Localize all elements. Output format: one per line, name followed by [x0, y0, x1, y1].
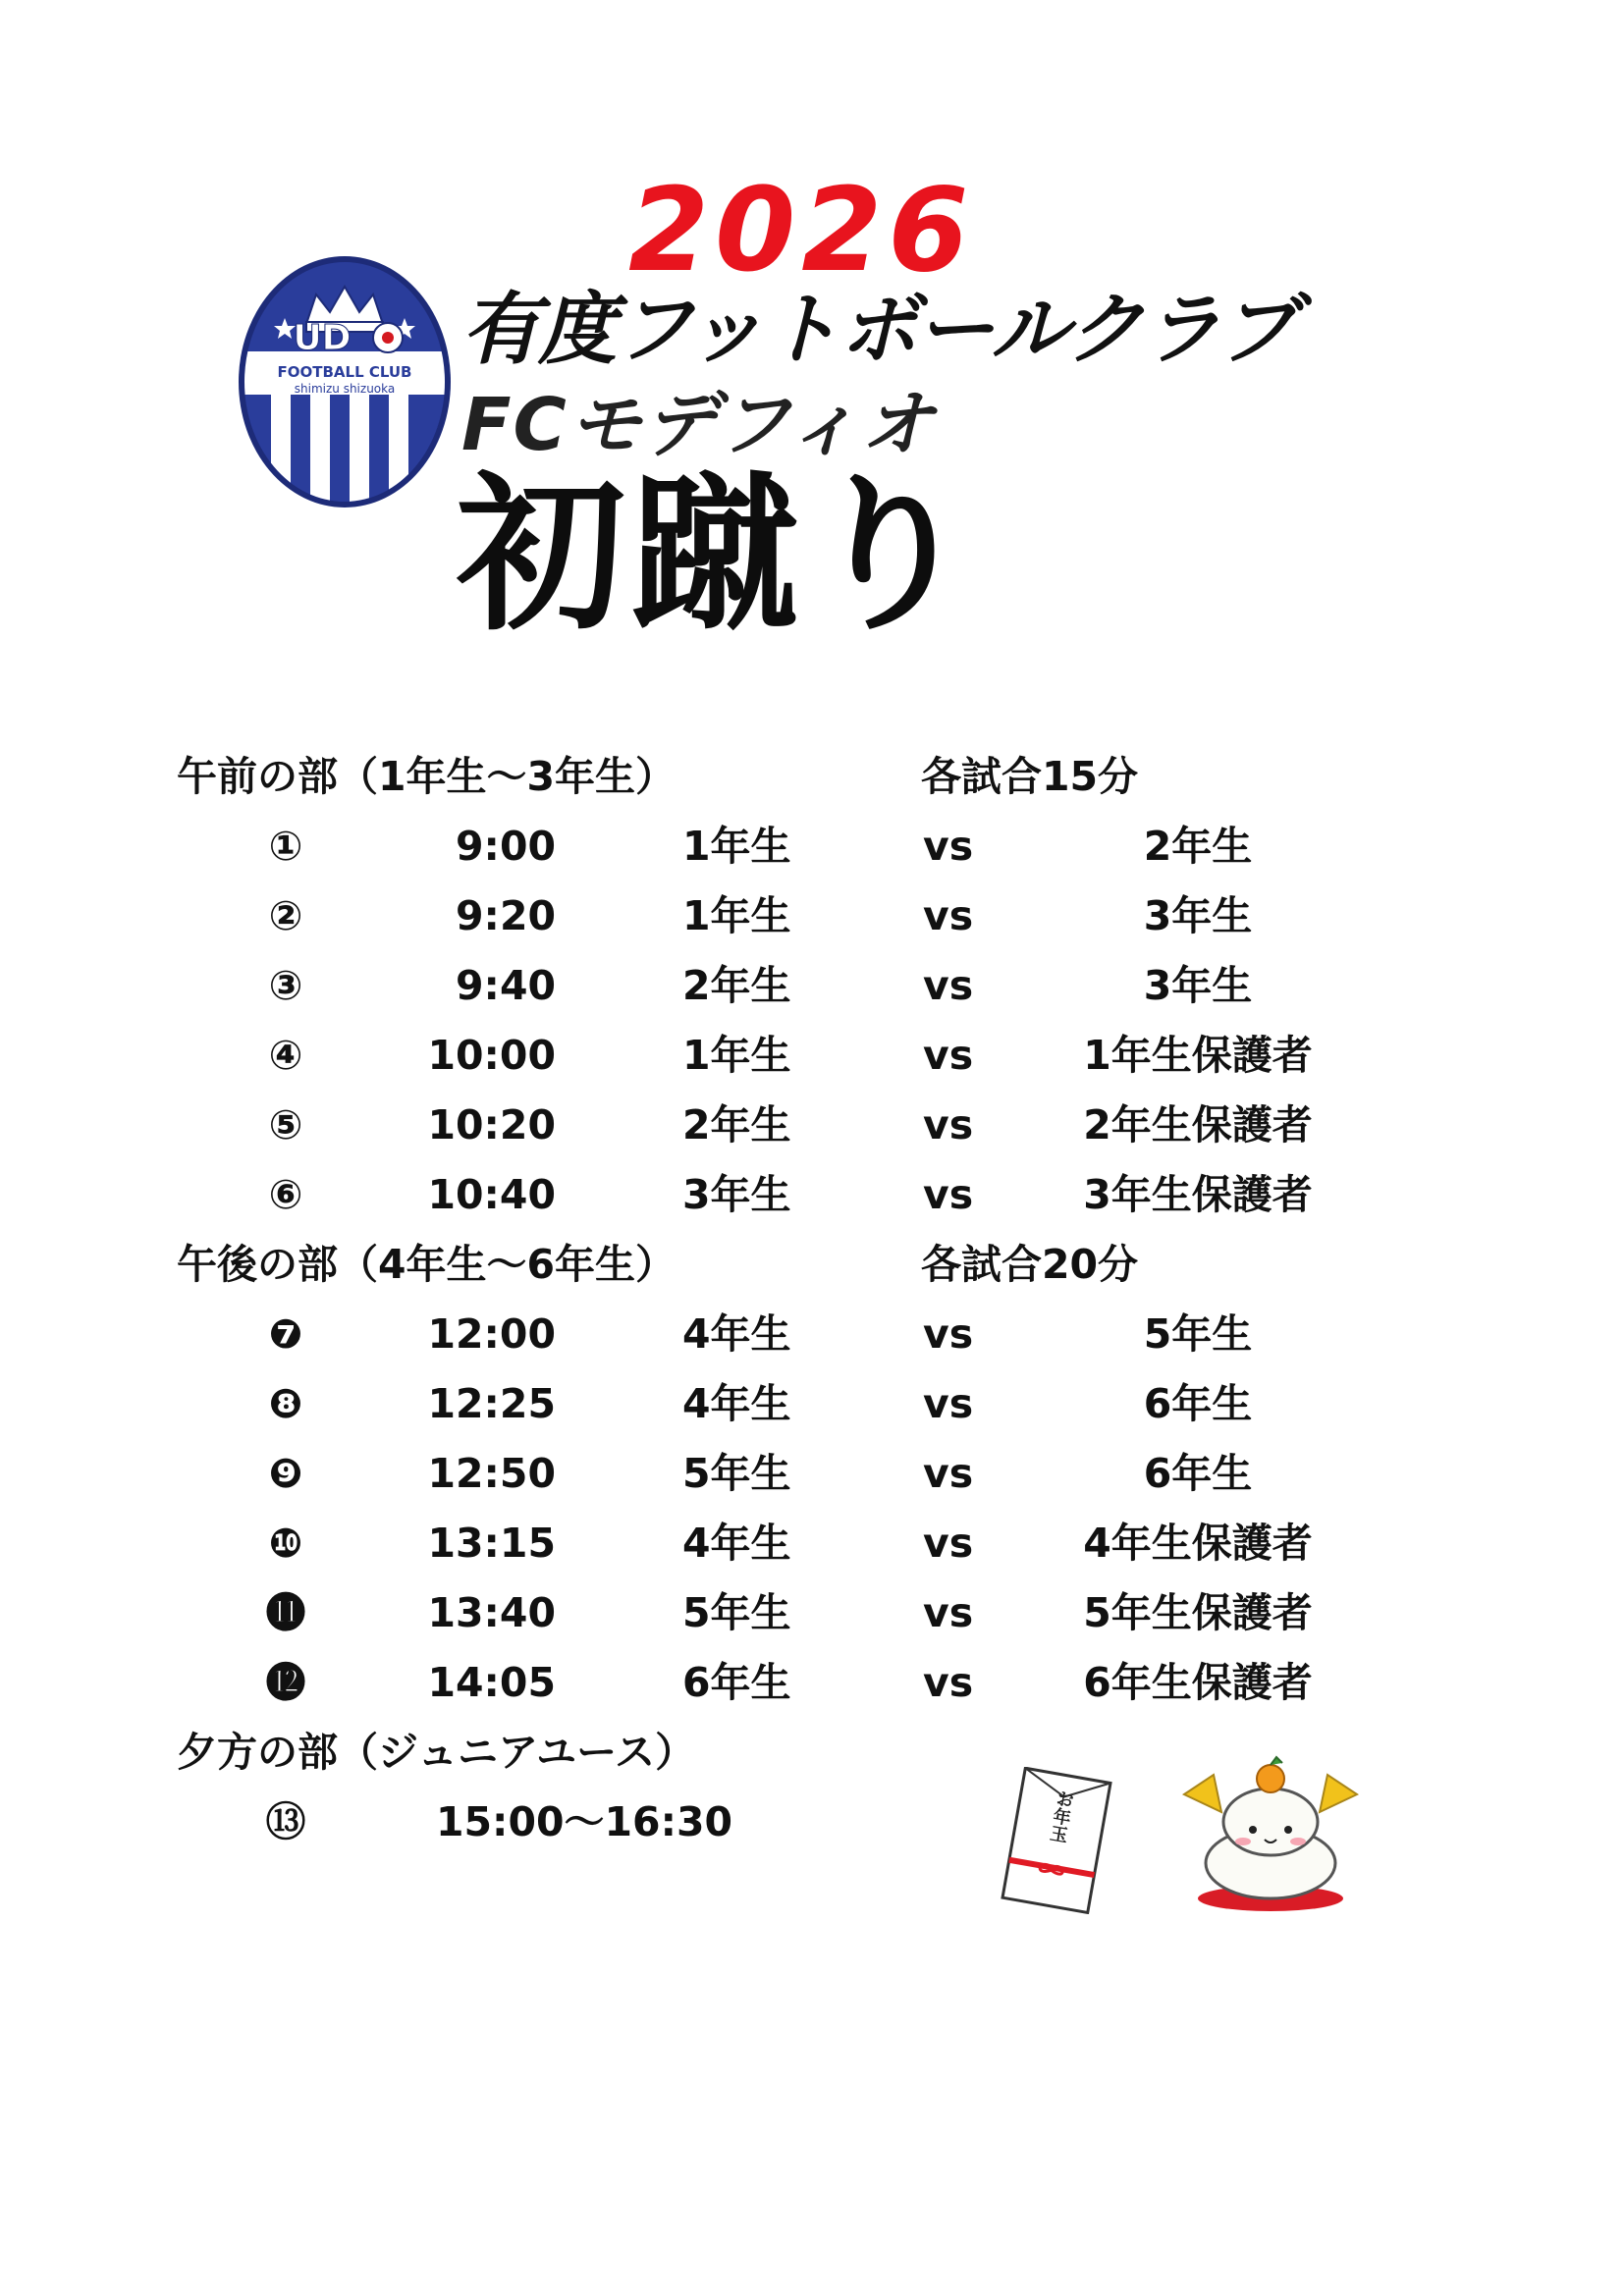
match-vs: vs — [923, 892, 974, 939]
logo-name: FOOTBALL CLUB — [277, 363, 412, 381]
section-title-morning: 午前の部（1年生～3年生） — [177, 753, 677, 800]
match-team: 2年生 — [682, 962, 791, 1009]
match-time: 10:20 — [427, 1101, 556, 1148]
club-name: 有度フットボールクラブ — [461, 284, 1296, 375]
match-team: 5年生 — [682, 1450, 791, 1497]
match-team: 1年生 — [682, 823, 791, 870]
match-opponent: 2年生 — [1143, 823, 1253, 870]
match-vs: vs — [923, 823, 974, 870]
match-row — [0, 892, 1624, 945]
match-vs: vs — [923, 1171, 974, 1218]
match-team: 3年生 — [682, 1171, 791, 1218]
match-opponent: 4年生保護者 — [1083, 1520, 1313, 1567]
match-time: 9:00 — [456, 823, 556, 870]
match-row — [0, 1520, 1624, 1573]
section-duration-afternoon: 各試合20分 — [921, 1241, 1139, 1288]
match-row — [0, 1450, 1624, 1503]
match-row — [0, 1659, 1624, 1712]
match-number: ⓬ — [265, 1659, 306, 1706]
match-team: 2年生 — [682, 1101, 791, 1148]
club-logo — [236, 253, 454, 510]
match-time: 13:40 — [427, 1589, 556, 1636]
match-vs: vs — [923, 1310, 974, 1358]
team-name: FCモデフィオ — [461, 383, 936, 467]
match-vs: vs — [923, 962, 974, 1009]
match-vs: vs — [923, 1101, 974, 1148]
match-number: ② — [268, 892, 303, 939]
match-row — [0, 962, 1624, 1015]
match-team: 6年生 — [682, 1659, 791, 1706]
match-number: ⓫ — [265, 1589, 306, 1636]
otoshidama-envelope-icon — [1000, 1767, 1115, 1914]
match-team: 1年生 — [682, 1032, 791, 1079]
match-vs: vs — [923, 1450, 974, 1497]
match-number: ④ — [268, 1032, 303, 1079]
match-opponent: 3年生保護者 — [1083, 1171, 1313, 1218]
match-vs: vs — [923, 1380, 974, 1427]
match-number: ⑥ — [268, 1171, 303, 1218]
section-duration-morning: 各試合15分 — [921, 753, 1139, 800]
logo-abbr: UD — [293, 318, 352, 358]
match-number: ① — [268, 823, 303, 870]
match-vs: vs — [923, 1520, 974, 1567]
match-time: 10:00 — [427, 1032, 556, 1079]
match-opponent: 3年生 — [1143, 962, 1253, 1009]
match-team: 5年生 — [682, 1589, 791, 1636]
kagami-mochi-icon — [1174, 1753, 1367, 1914]
match-time: 14:05 — [427, 1659, 556, 1706]
match-opponent: 2年生保護者 — [1083, 1101, 1313, 1148]
match-time: 12:00 — [427, 1310, 556, 1358]
match-opponent: 6年生保護者 — [1083, 1659, 1313, 1706]
match-number: ❽ — [268, 1380, 303, 1427]
envelope-text: お年玉 — [1046, 1788, 1076, 1844]
match-opponent: 1年生保護者 — [1083, 1032, 1313, 1079]
match-number: ⑬ — [265, 1798, 306, 1845]
match-number: ❿ — [268, 1520, 303, 1567]
match-row — [0, 1032, 1624, 1085]
event-title: 初蹴り — [457, 456, 981, 654]
match-time: 12:25 — [427, 1380, 556, 1427]
match-row — [0, 823, 1624, 876]
match-team: 4年生 — [682, 1520, 791, 1567]
match-row — [0, 1798, 1624, 1851]
match-time: 10:40 — [427, 1171, 556, 1218]
match-row — [0, 1101, 1624, 1154]
match-opponent: 5年生 — [1143, 1310, 1253, 1358]
match-row — [0, 1171, 1624, 1224]
match-vs: vs — [923, 1659, 974, 1706]
match-team: 1年生 — [682, 892, 791, 939]
match-time: 15:00～16:30 — [436, 1798, 733, 1845]
match-time: 9:20 — [456, 892, 556, 939]
section-title-afternoon: 午後の部（4年生～6年生） — [177, 1241, 677, 1288]
match-number: ❼ — [268, 1310, 303, 1358]
match-row — [0, 1380, 1624, 1433]
match-time: 13:15 — [427, 1520, 556, 1567]
match-time: 12:50 — [427, 1450, 556, 1497]
match-number: ⑤ — [268, 1101, 303, 1148]
section-title-evening: 夕方の部（ジュニアユース） — [177, 1729, 696, 1776]
match-vs: vs — [923, 1589, 974, 1636]
match-opponent: 5年生保護者 — [1083, 1589, 1313, 1636]
match-opponent: 3年生 — [1143, 892, 1253, 939]
match-row — [0, 1310, 1624, 1363]
match-team: 4年生 — [682, 1310, 791, 1358]
match-opponent: 6年生 — [1143, 1450, 1253, 1497]
match-team: 4年生 — [682, 1380, 791, 1427]
match-time: 9:40 — [456, 962, 556, 1009]
match-row — [0, 1589, 1624, 1642]
match-opponent: 6年生 — [1143, 1380, 1253, 1427]
year-title: 2026 — [628, 162, 975, 297]
match-vs: vs — [923, 1032, 974, 1079]
logo-location: shimizu shizuoka — [294, 382, 396, 396]
match-number: ③ — [268, 962, 303, 1009]
match-number: ❾ — [268, 1450, 303, 1497]
